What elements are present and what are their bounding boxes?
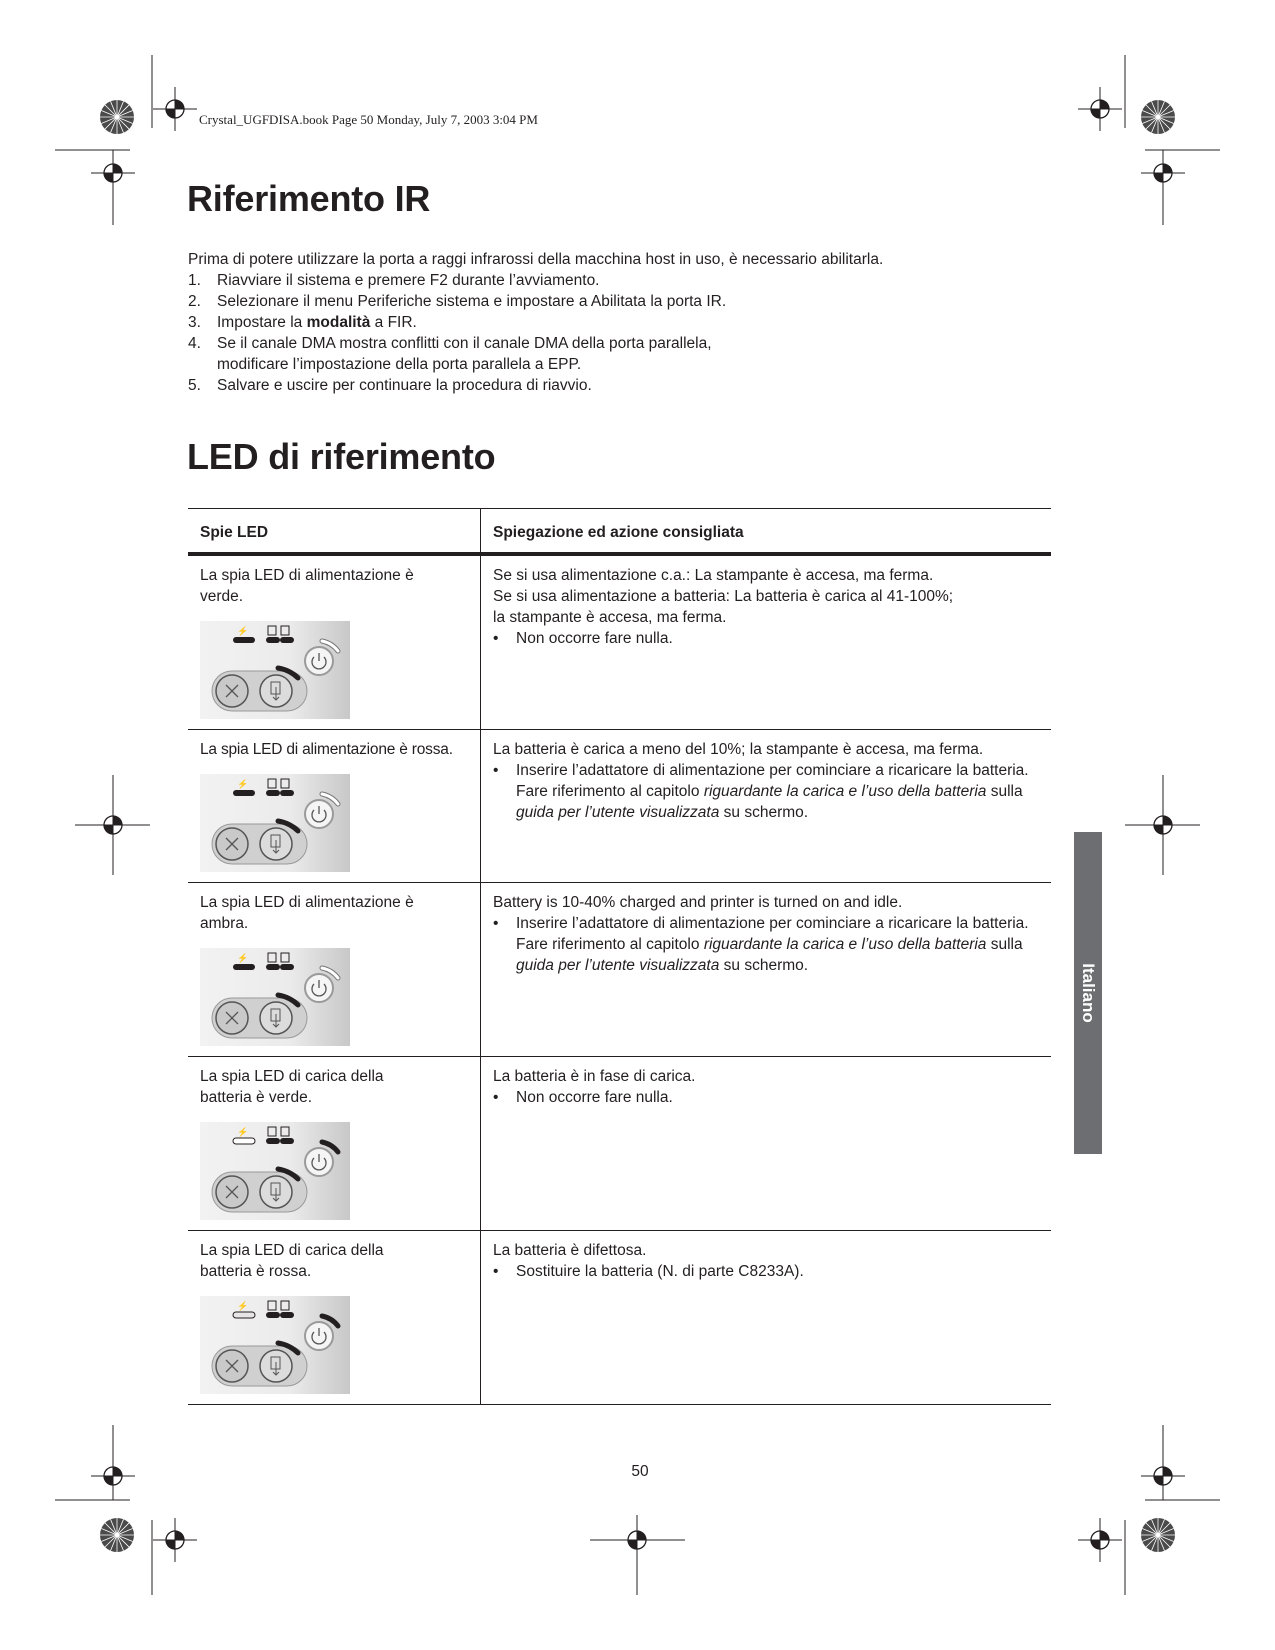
bullet-item: • Non occorre fare nulla. — [493, 630, 673, 647]
print-header: Crystal_UGFDISA.book Page 50 Monday, July 7, 2003 3:04 PM — [199, 112, 538, 127]
bullet-item: • Inserire l’adattatore di alimentazione per cominciare a ricaricare la batteria. Fare riferimento al capitolo riguardante la carica e l’uso della batteria sulla guida per l’utente visualizzata su schermo. — [493, 762, 1029, 821]
led-panel-power-amber — [200, 948, 350, 1046]
table-row — [188, 554, 1051, 730]
list-item: 5. Salvare e uscire per continuare la procedura di riavvio. — [188, 377, 592, 394]
led-panel-battery-red — [200, 1296, 350, 1394]
section-title-led: LED di riferimento — [187, 436, 496, 477]
svg-text:⚡: ⚡ — [237, 626, 249, 636]
table-row — [188, 1231, 1051, 1405]
explanation-line: La batteria è carica a meno del 10%; la stampante è accesa, ma ferma. — [493, 741, 984, 758]
led-description: La spia LED di carica della batteria è verde. — [200, 1068, 384, 1106]
led-panel-power-green — [200, 621, 350, 719]
explanation-line: La batteria è difettosa. — [493, 1242, 647, 1259]
bullet-item: • Non occorre fare nulla. — [493, 1089, 673, 1106]
svg-text:⚡: ⚡ — [237, 1301, 249, 1311]
page-number: 50 — [631, 1463, 649, 1480]
ir-steps-list — [188, 270, 968, 396]
led-reference-table — [188, 508, 1051, 1405]
led-description: La spia LED di alimentazione è rossa. — [200, 741, 453, 758]
explanation-line: Se si usa alimentazione a batteria: La batteria è carica al 41-100%; — [493, 588, 954, 605]
led-panel-battery-green — [200, 1122, 350, 1220]
table-row — [188, 730, 1051, 883]
section-title-ir: Riferimento IR — [187, 178, 431, 219]
language-tab — [1074, 832, 1102, 1154]
list-item: 2. Selezionare il menu Periferiche sistema e impostare a Abilitata la porta IR. — [188, 293, 727, 310]
ir-intro-text: Prima di potere utilizzare la porta a raggi infrarossi della macchina host in uso, è necessario abilitarla. — [188, 251, 884, 268]
list-item: 3. Impostare la modalità a FIR. — [188, 314, 417, 331]
column-header-led: Spie LED — [188, 509, 481, 555]
led-description: La spia LED di alimentazione è verde. — [200, 567, 414, 605]
explanation-line: Se si usa alimentazione c.a.: La stampante è accesa, ma ferma. — [493, 567, 934, 584]
explanation-line: Battery is 10-40% charged and printer is turned on and idle. — [493, 894, 903, 911]
bullet-item: • Sostituire la batteria (N. di parte C8233A). — [493, 1263, 804, 1280]
table-row — [188, 1057, 1051, 1231]
led-panel-power-red — [200, 774, 350, 872]
table-header-row — [188, 509, 1051, 555]
led-description: La spia LED di alimentazione è ambra. — [200, 894, 414, 932]
bullet-item: • Inserire l’adattatore di alimentazione per cominciare a ricaricare la batteria. Fare riferimento al capitolo riguardante la carica e l’uso della batteria sulla guida per l’utente visualizzata su schermo. — [493, 915, 1029, 974]
list-item: 4. Se il canale DMA mostra conflitti con il canale DMA della porta parallela, modificare l’impostazione della porta parallela a EPP. — [188, 335, 712, 373]
language-tab-label: Italiano — [1079, 963, 1098, 1023]
explanation-line: La batteria è in fase di carica. — [493, 1068, 696, 1085]
led-description: La spia LED di carica della batteria è rossa. — [200, 1242, 384, 1280]
svg-text:⚡: ⚡ — [237, 1127, 249, 1137]
svg-text:⚡: ⚡ — [237, 779, 249, 789]
table-row — [188, 883, 1051, 1057]
column-header-explanation: Spiegazione ed azione consigliata — [481, 509, 1052, 555]
svg-text:⚡: ⚡ — [237, 953, 249, 963]
list-item: 1. Riavviare il sistema e premere F2 durante l’avviamento. — [188, 272, 600, 289]
explanation-line: la stampante è accesa, ma ferma. — [493, 609, 727, 626]
